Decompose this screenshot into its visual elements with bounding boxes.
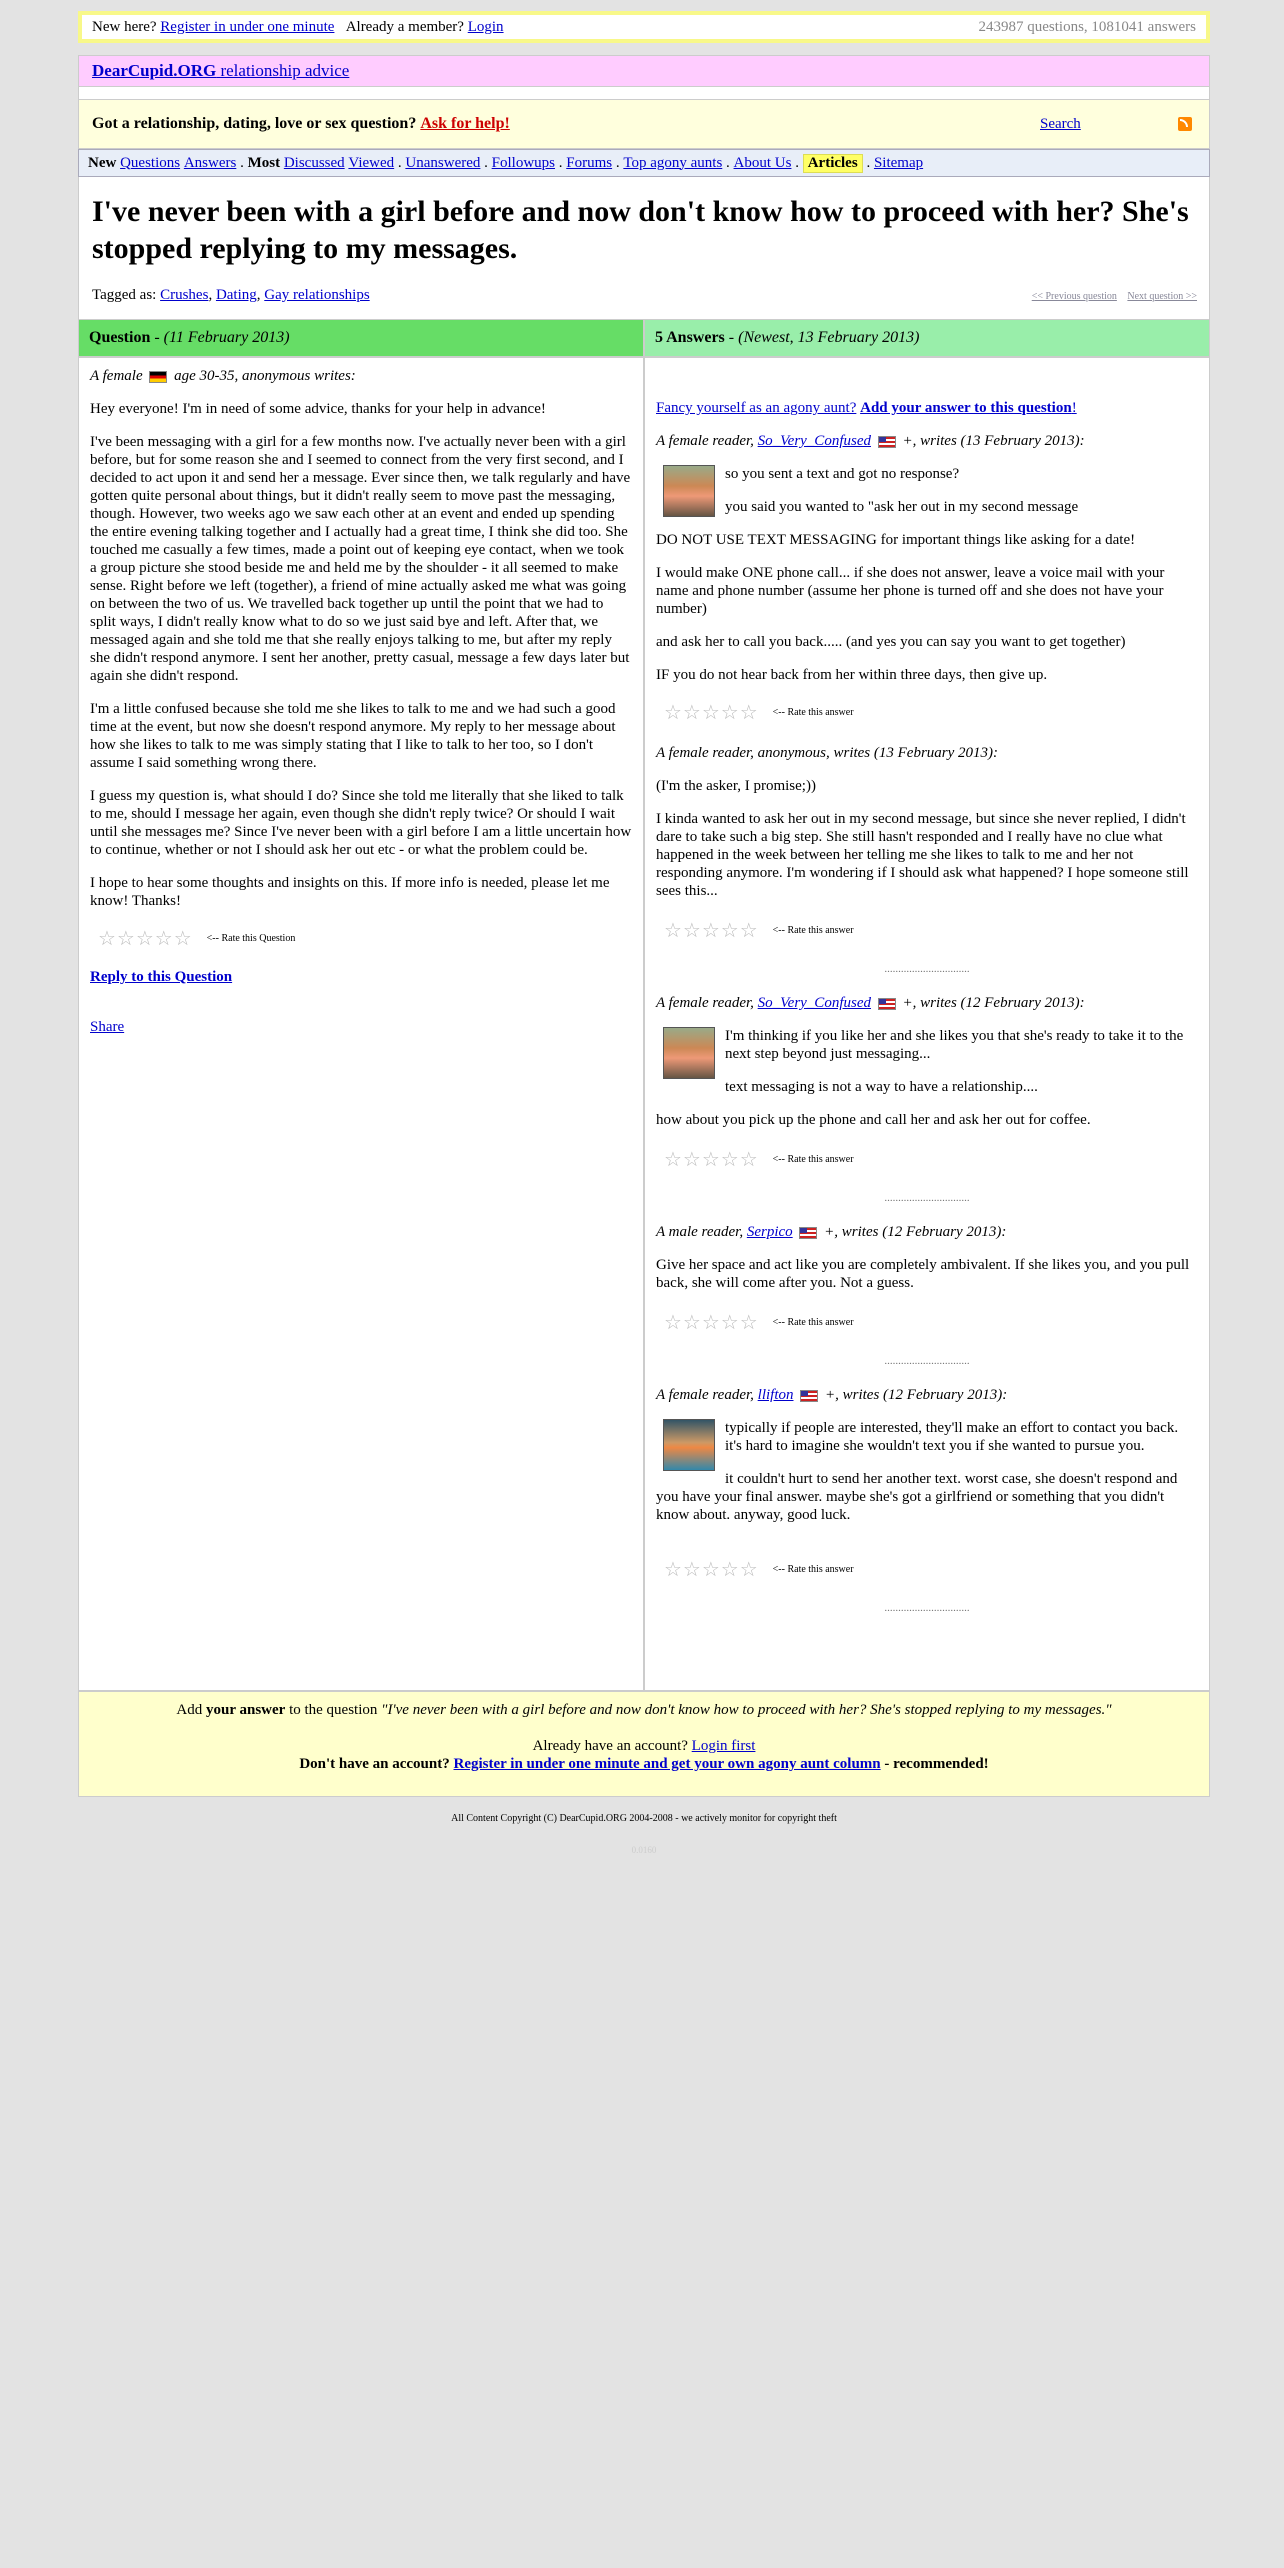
answer (656, 744, 1198, 978)
us-flag-icon (799, 1227, 817, 1239)
tags-label: Tagged as: (92, 287, 157, 303)
answer-text: you said you wanted to "ask her out in my second message (725, 499, 1079, 515)
dont-have-text: Don't have an account? (299, 1756, 450, 1772)
nav-about[interactable]: About Us (733, 154, 792, 171)
answers-count: 5 Answers (655, 329, 725, 346)
answer-divider: ............................... (884, 1602, 970, 1614)
member-text: Already a member? (345, 18, 464, 35)
nav-forums[interactable]: Forums (566, 154, 613, 171)
answer-text: (I'm the asker, I promise;)) (656, 778, 816, 794)
answer-text: I'm thinking if you like her and she likes you that she's ready to take it to the next step beyond just messaging... (725, 1028, 1184, 1062)
previous-question-link[interactable]: << Previous question (1031, 291, 1117, 302)
register-column-link[interactable]: Register in under one minute and get your own agony aunt column (453, 1756, 881, 1772)
star-rating-icons[interactable]: ☆☆☆☆☆ (664, 1312, 759, 1334)
answer-divider: ............................... (884, 1355, 970, 1367)
question-title-box (78, 177, 1210, 319)
germany-flag-icon (149, 371, 167, 383)
star-rating-icons[interactable]: ☆☆☆☆☆ (664, 702, 759, 724)
nav-new-label: New (88, 154, 117, 171)
author-link[interactable]: So_Very_Confused (757, 433, 871, 449)
question-paragraph: I've been messaging with a girl for a few months now. I've actually never been with a girl before, but for some reason she and I seemed to connect from the very first second, and I decided to act upon it and send her a message. Ever since then, we talk regularly and have gotten quite personal about things, but it didn't really seem to move past the messaging, though. However, two weeks ago we saw each other at an event and ended up spending the entire evening talking together and I actually had a great time, I think she did too. She touched me casually a few times, made a point out of keeping eye contact, when we took a group picture she stood beside me and held me by the shoulder - it all seemed to make sense. Right before we left (together), a friend of mine actually asked me what was going on between the two of us. We travelled back together up until the point that we had to split ways, I didn't really know what to do so we just said bye and left. After that, we messaged again and she told me that she really enjoys talking to me, but after my reply she didn't respond anymore. I sent her another, pretty casual, message a few days later but again she didn't respond. (90, 434, 631, 684)
question-header: Question - (11 February 2013) (78, 319, 644, 357)
rate-answer-label: <-- Rate this answer (772, 1564, 854, 1575)
already-text: Already have an account? (532, 1738, 688, 1754)
ask-question: Got a relationship, dating, love or sex question? (92, 115, 417, 132)
avatar (663, 1419, 715, 1471)
answer-text: I kinda wanted to ask her out in my second message, but since she never replied, I didn't dare to take such a big step. She still hasn't responded and I really have no clue what happened in the week between her telling me she likes to talk to me and her not responding anymore. I'm wondering if I should ask what happened? I hope someone still sees this... (656, 811, 1189, 899)
register-line (79, 1755, 1209, 1773)
answer-text: how about you pick up the phone and call her and ask her out for coffee. (656, 1112, 1091, 1128)
answer-text: so you sent a text and got no response? (725, 466, 960, 482)
nav-articles[interactable]: Articles (803, 154, 863, 173)
star-rating-icons[interactable]: ☆☆☆☆☆ (98, 928, 193, 950)
question-column (78, 357, 644, 1691)
star-rating-icons[interactable]: ☆☆☆☆☆ (664, 1559, 759, 1581)
ask-help-link[interactable]: Ask for help! (420, 115, 510, 132)
author-date: +, writes (12 February 2013): (824, 1224, 1007, 1240)
top-bar (78, 11, 1210, 43)
nav-viewed[interactable]: Viewed (348, 154, 395, 171)
question-pager (1024, 291, 1197, 302)
rate-answer-label: <-- Rate this answer (772, 1154, 854, 1165)
question-paragraph: I guess my question is, what should I do? Since she told me literally that she liked to talk to me, should I message her again, even though she didn't reply twice? Or should I wait until she messages me? Since I've never been with a girl before I am a little uncertain how to continue, whether or not I should ask her out etc - or what the problem could be. (90, 788, 632, 858)
question-paragraph: Hey everyone! I'm in need of some advice, thanks for your help in advance! (90, 401, 546, 417)
question-date: 11 February 2013 (169, 329, 285, 346)
rate-question-label: <-- Rate this Question (206, 933, 296, 944)
recommended-text: - recommended! (884, 1756, 989, 1772)
question-paragraph: I'm a little confused because she told me she likes to talk to me and we had such a good time at the event, but now she doesn't respond anymore. My reply to her message about how she likes to talk to me was simply stating that I like to talk to her too, so I don't assume I said something wrong there. (90, 701, 616, 771)
to-question-text: to the question (289, 1702, 378, 1718)
question-paragraph: I hope to hear some thoughts and insights on this. If more info is needed, please let me know! Thanks! (90, 875, 610, 909)
author-date: +, writes (12 February 2013): (902, 995, 1085, 1011)
next-question-link[interactable]: Next question >> (1127, 291, 1197, 302)
rss-icon[interactable] (1178, 117, 1192, 131)
page-title: I've never been with a girl before and now don't know how to proceed with her? She's stopped replying to my messages. (92, 195, 1189, 265)
answer-text: I would make ONE phone call... if she does not answer, leave a voice mail with your name and phone number (assume her phone is turned off and she does not have your number) (656, 565, 1165, 617)
footer-copyright: All Content Copyright (C) DearCupid.ORG 2004-2008 - we actively monitor for copyright theft (451, 1813, 837, 1824)
author-link[interactable]: Serpico (746, 1224, 793, 1240)
answer-rating (664, 1151, 1198, 1169)
answer-divider: ............................... (884, 963, 970, 975)
answer-rating (664, 1314, 1198, 1332)
answers-column (644, 357, 1210, 1691)
nav-discussed[interactable]: Discussed (283, 154, 345, 171)
answer-text: and ask her to call you back..... (and yes you can say you want to get together) (656, 634, 1126, 650)
author-date: +, writes (13 February 2013): (902, 433, 1085, 449)
nav-sitemap[interactable]: Sitemap (873, 154, 924, 171)
nav-followups[interactable]: Followups (491, 154, 555, 171)
share-link[interactable]: Share (90, 1019, 125, 1035)
rate-answer-label: <-- Rate this answer (772, 925, 854, 936)
question-header-label: Question (89, 329, 151, 346)
your-answer-text: your answer (206, 1702, 286, 1718)
new-here-text: New here? (92, 18, 157, 35)
answer (656, 1386, 1198, 1617)
fancy-agony-aunt (656, 399, 1198, 417)
us-flag-icon (878, 998, 896, 1010)
tag-link[interactable]: Crushes (160, 287, 209, 303)
brand-link[interactable] (92, 61, 349, 81)
star-rating-icons[interactable]: ☆☆☆☆☆ (664, 1149, 759, 1171)
nav-most-label: Most (247, 154, 281, 171)
answer-text: Give her space and act like you are completely ambivalent. If she likes you, and you pull back, she will come after you. Not a guess. (656, 1257, 1190, 1291)
answer-rating (664, 1561, 1198, 1579)
answer-text: DO NOT USE TEXT MESSAGING for important things like asking for a date! (656, 532, 1136, 548)
answers-newest: Newest, 13 February 2013 (743, 329, 915, 346)
nav-unanswered[interactable]: Unanswered (405, 154, 481, 171)
author-date: +, writes (12 February 2013): (825, 1387, 1008, 1403)
nav-agony-aunts[interactable]: Top agony aunts (623, 154, 723, 171)
author-intro: A male reader, (656, 1224, 744, 1240)
answer-divider: ............................... (884, 1192, 970, 1204)
brand-tagline: relationship advice (220, 61, 350, 80)
tag-link[interactable]: Dating (215, 287, 257, 303)
nav-bar: New Questions Answers . Most Discussed Viewed . Unanswered . Followups . Forums . Top agony aunts . About Us . Articles . Sitemap (78, 149, 1210, 177)
author-intro: A female reader, (656, 433, 754, 449)
star-rating-icons[interactable]: ☆☆☆☆☆ (664, 920, 759, 942)
reply-to-question-link[interactable]: Reply to this Question (90, 969, 233, 985)
avatar (663, 465, 715, 517)
answer (656, 432, 1198, 722)
tag-link[interactable]: Gay relationships (264, 287, 370, 303)
brand-bar (78, 55, 1210, 87)
answer-rating (664, 922, 1198, 940)
add-answer-box (78, 1691, 1210, 1797)
ask-bar (78, 99, 1210, 149)
us-flag-icon (878, 436, 896, 448)
rate-answer-label: <-- Rate this answer (772, 1317, 854, 1328)
fancy-link[interactable]: Fancy yourself as an agony aunt? (656, 400, 857, 416)
answer-rating (664, 704, 1198, 722)
rate-answer-label: <-- Rate this answer (772, 707, 854, 718)
register-link[interactable]: Register in under one minute (160, 18, 335, 35)
nav-questions[interactable]: Questions (120, 154, 181, 171)
answer-author: A female reader, anonymous, writes (13 February 2013): (656, 745, 999, 761)
answer-text: text messaging is not a way to have a relationship.... (725, 1079, 1038, 1095)
answer-author (656, 1223, 1198, 1241)
answer (656, 1223, 1198, 1370)
author-details: age 30-35, anonymous writes: (174, 368, 356, 384)
question-author (90, 367, 632, 385)
answer-author (656, 1386, 1198, 1404)
login-link[interactable]: Login (467, 18, 504, 35)
render-time: 0.0160 (631, 1845, 657, 1855)
login-line (79, 1737, 1209, 1755)
add-answer-bang[interactable]: ! (1071, 400, 1077, 416)
author-gender: A female (90, 368, 143, 384)
answer-text: typically if people are interested, they'll make an effort to contact you back. it's hard to imagine she wouldn't text you if she wanted to pursue you. (725, 1420, 1179, 1454)
tags: Tagged as: Crushes, Dating, Gay relationships (92, 287, 370, 303)
answer-author (656, 432, 1198, 450)
quoted-question: "I've never been with a girl before and now don't know how to proceed with her? She's stopped replying to my messages." (381, 1702, 1112, 1718)
add-answer-link[interactable]: Add your answer to this question (860, 400, 1072, 416)
author-link[interactable]: llifton (757, 1387, 794, 1403)
site-stats: 243987 questions, 1081041 answers (978, 18, 1196, 35)
brand-name: DearCupid.ORG (92, 61, 217, 80)
add-text: Add (176, 1702, 203, 1718)
author-intro: A female reader, (656, 995, 754, 1011)
answer-text: IF you do not hear back from her within three days, then give up. (656, 667, 1048, 683)
us-flag-icon (800, 1390, 818, 1402)
login-first-link[interactable]: Login first (691, 1738, 756, 1754)
author-intro: A female reader, (656, 1387, 754, 1403)
add-answer-line (79, 1701, 1209, 1719)
answer-author (656, 994, 1198, 1012)
nav-answers[interactable]: Answers (183, 154, 237, 171)
avatar (663, 1027, 715, 1079)
answers-header: 5 Answers - (Newest, 13 February 2013) (644, 319, 1210, 357)
spacer-strip (78, 87, 1210, 99)
search-link[interactable]: Search (1040, 115, 1081, 132)
answer-text: it couldn't hurt to send her another text. worst case, she doesn't respond and you have your final answer. maybe she's got a girlfriend or something that you didn't know about. anyway, good luck. (656, 1471, 1178, 1523)
author-link[interactable]: So_Very_Confused (757, 995, 871, 1011)
question-rating (98, 930, 632, 948)
answer (656, 994, 1198, 1207)
